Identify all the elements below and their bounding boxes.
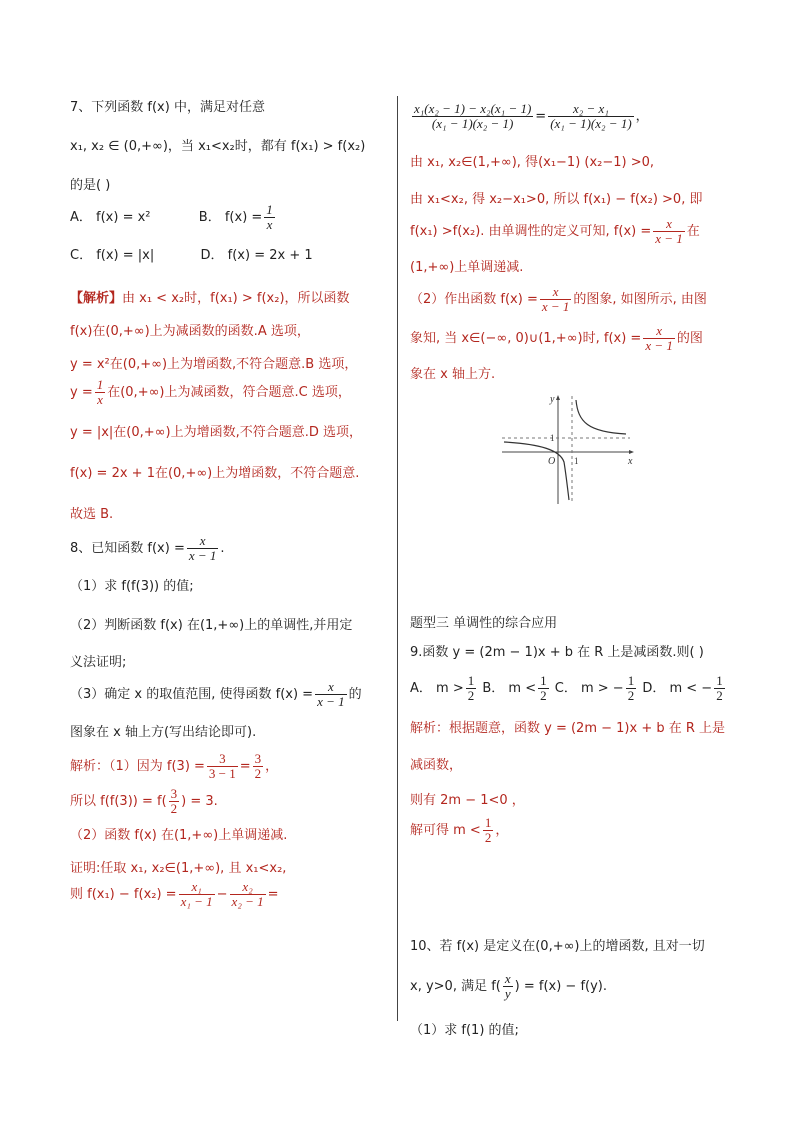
q7-stem-1: 7、下列函数 f(x) 中，满足对任意 [70, 100, 265, 115]
q9-option-c: C． m > − $\frac{1}{2}$ [554, 673, 635, 703]
proof-line-8: 象在 x 轴上方. [410, 367, 496, 382]
left-column [70, 96, 385, 909]
q7-solution-6: f(x) = 2x + 1在(0,+∞)上为增函数，不符合题意. [70, 466, 360, 481]
q8-solution-1: 解析：（1）因为 f(3) = $\frac{3}{3 - 1}$ = $\frac{3}{2}$ ， [70, 751, 279, 781]
q8-part-2b: 义法证明; [70, 655, 127, 670]
q10-condition: x, y>0, 满足 f( $\frac{x}{y}$ ) = f(x) − f(y). [410, 971, 608, 1001]
q7-stem-3: 的是( ) [70, 178, 111, 193]
proof-line-7: 象知, 当 x∈(−∞, 0)∪(1,+∞)时, f(x) = $\frac{x}{x - 1}$ 的图 [410, 323, 703, 353]
q7-options-row-1 [70, 203, 385, 232]
column-divider [397, 96, 398, 1021]
graph-x-label: x [628, 456, 633, 467]
q7-option-a: A． f(x) = x² [70, 210, 151, 225]
q7-solution-1: 【解析】由 x₁ < x₂时，f(x₁) > f(x₂)，所以函数 [70, 291, 350, 306]
q7-solution-4: y = $\frac{1}{x}$ 在(0,+∞)上为减函数，符合题意.C 选项， [70, 377, 351, 407]
q8-solution-5: 则 f(x₁) − f(x₂) = $\frac{\text{x₁}}{\text{x₁ − 1}}$ − $\frac{\text{x₂}}{\text{x₂ − 1}}$ = [70, 879, 279, 909]
q7-options-row-2 [70, 244, 385, 263]
q9-solution-4: 解可得 m < $\frac{1}{2}$ ， [410, 815, 509, 845]
q7-option-c: C． f(x) = |x| [70, 248, 155, 263]
graph-y-label: y [550, 394, 555, 405]
function-graph [500, 392, 640, 507]
q7-solution-7: 故选 B. [70, 507, 114, 522]
proof-line-2: 由 x₁, x₂∈(1,+∞), 得(x₁−1) (x₂−1) >0, [410, 155, 655, 170]
section-heading: 题型三 单调性的综合应用 [410, 616, 558, 631]
proof-line-6: （2）作出函数 f(x) = $\frac{x}{x - 1}$ 的图象, 如图所示, 由图 [410, 284, 707, 314]
proof-line-3: 由 x₁<x₂, 得 x₂−x₁>0, 所以 f(x₁) − f(x₂) >0, 即 [410, 192, 703, 207]
q9-option-a: A． m > $\frac{1}{2}$ [410, 673, 475, 703]
graph-curve-left [504, 442, 569, 500]
graph-x-arrow [629, 450, 634, 454]
q8-solution-4: 证明:任取 x₁, x₂∈(1,+∞), 且 x₁<x₂, [70, 861, 287, 876]
proof-line-5: (1,+∞)上单调递减. [410, 260, 524, 275]
q7-solution-5: y = |x|在(0,+∞)上为增函数,不符合题意.D 选项， [70, 425, 362, 440]
q9-solution-2: 减函数， [410, 758, 463, 773]
q9-options [410, 674, 740, 703]
q7-option-b: B． f(x) = $\frac{1}{x}$ [198, 202, 273, 232]
q9-option-d: D． m < − $\frac{1}{2}$ [642, 673, 723, 703]
graph-y-arrow [556, 395, 560, 400]
q8-part-3a: （3）确定 x 的取值范围, 使得函数 f(x) = $\frac{x}{x - 1}$ 的 [70, 679, 362, 709]
graph-origin-label: O [548, 456, 556, 467]
proof-line-1: $\frac{\text{x₁(x₂ − 1) − x₂(x₁ − 1)}}{\text{(x₁ − 1)(x₂ − 1)}}$ = $\frac{\text{x₂ − x₁}}{\text{(x₁ − 1)(x₂ − 1)}}$ ， [414, 101, 649, 131]
q7-option-d: D． f(x) = 2x + 1 [200, 248, 313, 263]
q9-solution-3: 则有 2m − 1<0 ， [410, 793, 525, 808]
q7-solution-3: y = x²在(0,+∞)上为增函数,不符合题意.B 选项， [70, 357, 358, 372]
proof-line-4: f(x₁) >f(x₂). 由单调性的定义可知, f(x) = $\frac{x}{x - 1}$ 在 [410, 216, 700, 246]
q10-part-1: （1）求 f(1) 的值; [410, 1023, 519, 1038]
q8-solution-3: （2）函数 f(x) 在(1,+∞)上单调递减. [70, 828, 288, 843]
q8-solution-2: 所以 f(f(3)) = f( $\frac{3}{2}$ ) = 3. [70, 786, 218, 816]
q10-stem: 10、若 f(x) 是定义在(0,+∞)上的增函数, 且对一切 [410, 939, 705, 954]
q8-stem: 8、已知函数 f(x) = $\frac{x}{x - 1}$ . [70, 533, 225, 563]
right-column [410, 101, 740, 1038]
q9-stem: 9.函数 y = (2m − 1)x + b 在 R 上是减函数.则( ) [410, 645, 704, 660]
q7-stem-2: x₁, x₂ ∈ (0,+∞)，当 x₁<x₂时，都有 f(x₁) > f(x₂) [70, 139, 366, 154]
q7-solution-2: f(x)在(0,+∞)上为减函数的函数.A 选项， [70, 324, 310, 339]
graph-tick-x-label: 1 [574, 456, 579, 466]
q9-solution-1: 解析：根据题意，函数 y = (2m − 1)x + b 在 R 上是 [410, 721, 726, 736]
graph-tick-y-label: 1 [550, 433, 555, 443]
graph-curve-right [576, 400, 626, 434]
q8-part-1: （1）求 f(f(3)) 的值; [70, 579, 194, 594]
q8-part-3b: 图象在 x 轴上方(写出结论即可). [70, 725, 257, 740]
q8-part-2a: （2）判断函数 f(x) 在(1,+∞)上的单调性,并用定 [70, 618, 353, 633]
q9-option-b: B． m < $\frac{1}{2}$ [482, 673, 547, 703]
